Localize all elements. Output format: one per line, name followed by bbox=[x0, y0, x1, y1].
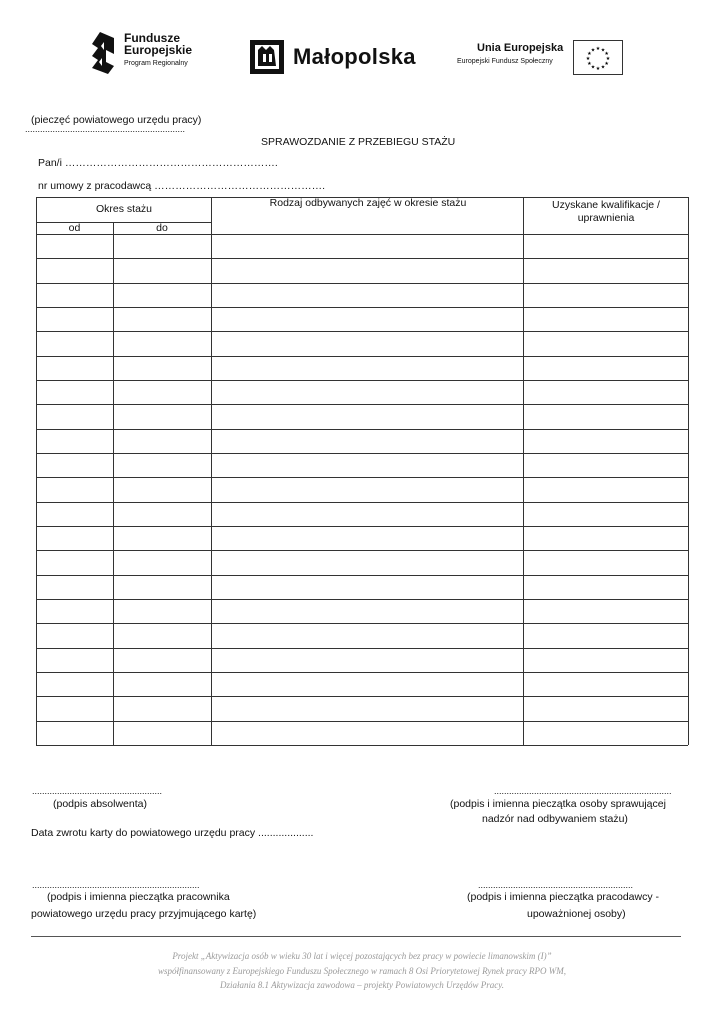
table-row-line bbox=[36, 550, 688, 551]
pracownik-signature-line: ................................................................... bbox=[32, 880, 200, 890]
table-row-line bbox=[36, 526, 688, 527]
nadzor-label-2: nadzór nad odbywaniem stażu) bbox=[482, 813, 628, 825]
nadzor-label-1: (podpis i imienna pieczątka osoby sprawującej bbox=[450, 798, 666, 810]
table-row-line bbox=[36, 648, 688, 649]
table-row-line bbox=[36, 331, 688, 332]
data-zwrotu-field: Data zwrotu karty do powiatowego urzędu pracy ................... bbox=[31, 827, 314, 839]
stamp-label: (pieczęć powiatowego urzędu pracy) bbox=[31, 114, 202, 126]
pracodawca-signature-line: .............................................................. bbox=[478, 880, 634, 890]
table-row-line bbox=[36, 283, 688, 284]
table-row-line bbox=[36, 307, 688, 308]
malopolska-emblem-icon bbox=[250, 40, 284, 74]
header-rodzaj: Rodzaj odbywanych zajęć w okresie stażu bbox=[269, 197, 467, 209]
table-row-line bbox=[36, 721, 688, 722]
pracodawca-label-1: (podpis i imienna pieczątka pracodawcy - bbox=[467, 891, 660, 903]
eu-star-icon: ★ bbox=[590, 47, 596, 54]
pracodawca-label-2: upoważnionej osoby) bbox=[527, 908, 626, 920]
table-row-line bbox=[36, 234, 688, 235]
eu-star-icon: ★ bbox=[590, 64, 596, 71]
table-subheader-line bbox=[36, 222, 212, 223]
fundusze-title: Fundusze Europejskie bbox=[124, 31, 193, 57]
fundusze-emblem-icon bbox=[92, 32, 116, 74]
pracownik-label-1: (podpis i imienna pieczątka pracownika bbox=[47, 891, 230, 903]
eu-star-icon: ★ bbox=[587, 61, 592, 67]
table-row-line bbox=[36, 429, 688, 430]
page-title: SPRAWOZDANIE Z PRZEBIEGU STAŻU bbox=[261, 136, 456, 148]
table-row-line bbox=[36, 356, 688, 357]
header-od: od bbox=[68, 222, 81, 234]
table-row-line bbox=[36, 575, 688, 576]
table-row-line bbox=[36, 404, 688, 405]
eu-star-icon: ★ bbox=[595, 46, 601, 52]
table-col-line bbox=[113, 222, 114, 745]
malopolska-wordmark: Małopolska bbox=[293, 44, 416, 69]
eu-star-icon: ★ bbox=[604, 61, 609, 67]
table-row-line bbox=[36, 453, 688, 454]
fundusze-subtitle: Program Regionalny bbox=[124, 60, 188, 67]
table-row-line bbox=[36, 672, 688, 673]
footer-line-2: współfinansowany z Europejskiego Funduszu Społecznego w ramach 8 Osi Priorytetowej Rynek pracy RPO WM, bbox=[158, 966, 566, 976]
footer-line-3: Działania 8.1 Aktywizacja zawodowa – projekty Powiatowych Urzędów Pracy. bbox=[220, 980, 504, 990]
eu-flag-icon bbox=[573, 40, 623, 75]
table-border-left bbox=[36, 197, 37, 745]
ue-title: Unia Europejska bbox=[477, 42, 564, 54]
umowa-field: nr umowy z pracodawcą …………………………………………. bbox=[38, 180, 326, 192]
eu-star-icon: ★ bbox=[605, 56, 611, 62]
ue-subtitle: Europejski Fundusz Społeczny bbox=[457, 58, 553, 65]
eu-star-icon: ★ bbox=[600, 47, 606, 54]
pracownik-label-2: powiatowego urzędu pracy przyjmującego kartę) bbox=[31, 908, 257, 920]
table-col-line bbox=[523, 197, 524, 745]
table-border-bottom bbox=[36, 745, 688, 746]
table-row-line bbox=[36, 696, 688, 697]
table-row-line bbox=[36, 623, 688, 624]
table-col-line bbox=[211, 197, 212, 745]
table-row-line bbox=[36, 380, 688, 381]
footer-divider bbox=[31, 936, 681, 937]
table-border-right bbox=[688, 197, 689, 745]
header-okres: Okres stażu bbox=[95, 203, 153, 215]
eu-star-icon: ★ bbox=[587, 51, 592, 57]
table-row-line bbox=[36, 502, 688, 503]
eu-star-icon: ★ bbox=[604, 51, 609, 57]
absolwent-label: (podpis absolwenta) bbox=[53, 798, 147, 810]
internship-table bbox=[36, 197, 688, 745]
table-border-top bbox=[36, 197, 688, 198]
header-do: do bbox=[156, 222, 168, 234]
stamp-dots: ................................................................ bbox=[25, 124, 186, 134]
nadzor-signature-line: ....................................................................... bbox=[494, 786, 672, 796]
header-kwalifikacje: Uzyskane kwalifikacje / uprawnienia bbox=[552, 199, 660, 224]
table-row-line bbox=[36, 599, 688, 600]
pan-field: Pan/i ……………………………………………………. bbox=[38, 157, 278, 169]
footer-line-1: Projekt „Aktywizacja osób w wieku 30 lat i więcej pozostających bez pracy w powiecie limanowskim (I)” bbox=[172, 951, 552, 961]
table-row-line bbox=[36, 477, 688, 478]
table-row-line bbox=[36, 258, 688, 259]
eu-star-icon: ★ bbox=[585, 56, 591, 62]
eu-star-icon: ★ bbox=[600, 64, 606, 71]
eu-star-icon: ★ bbox=[595, 66, 601, 72]
absolwent-signature-line: .................................................... bbox=[32, 786, 163, 796]
